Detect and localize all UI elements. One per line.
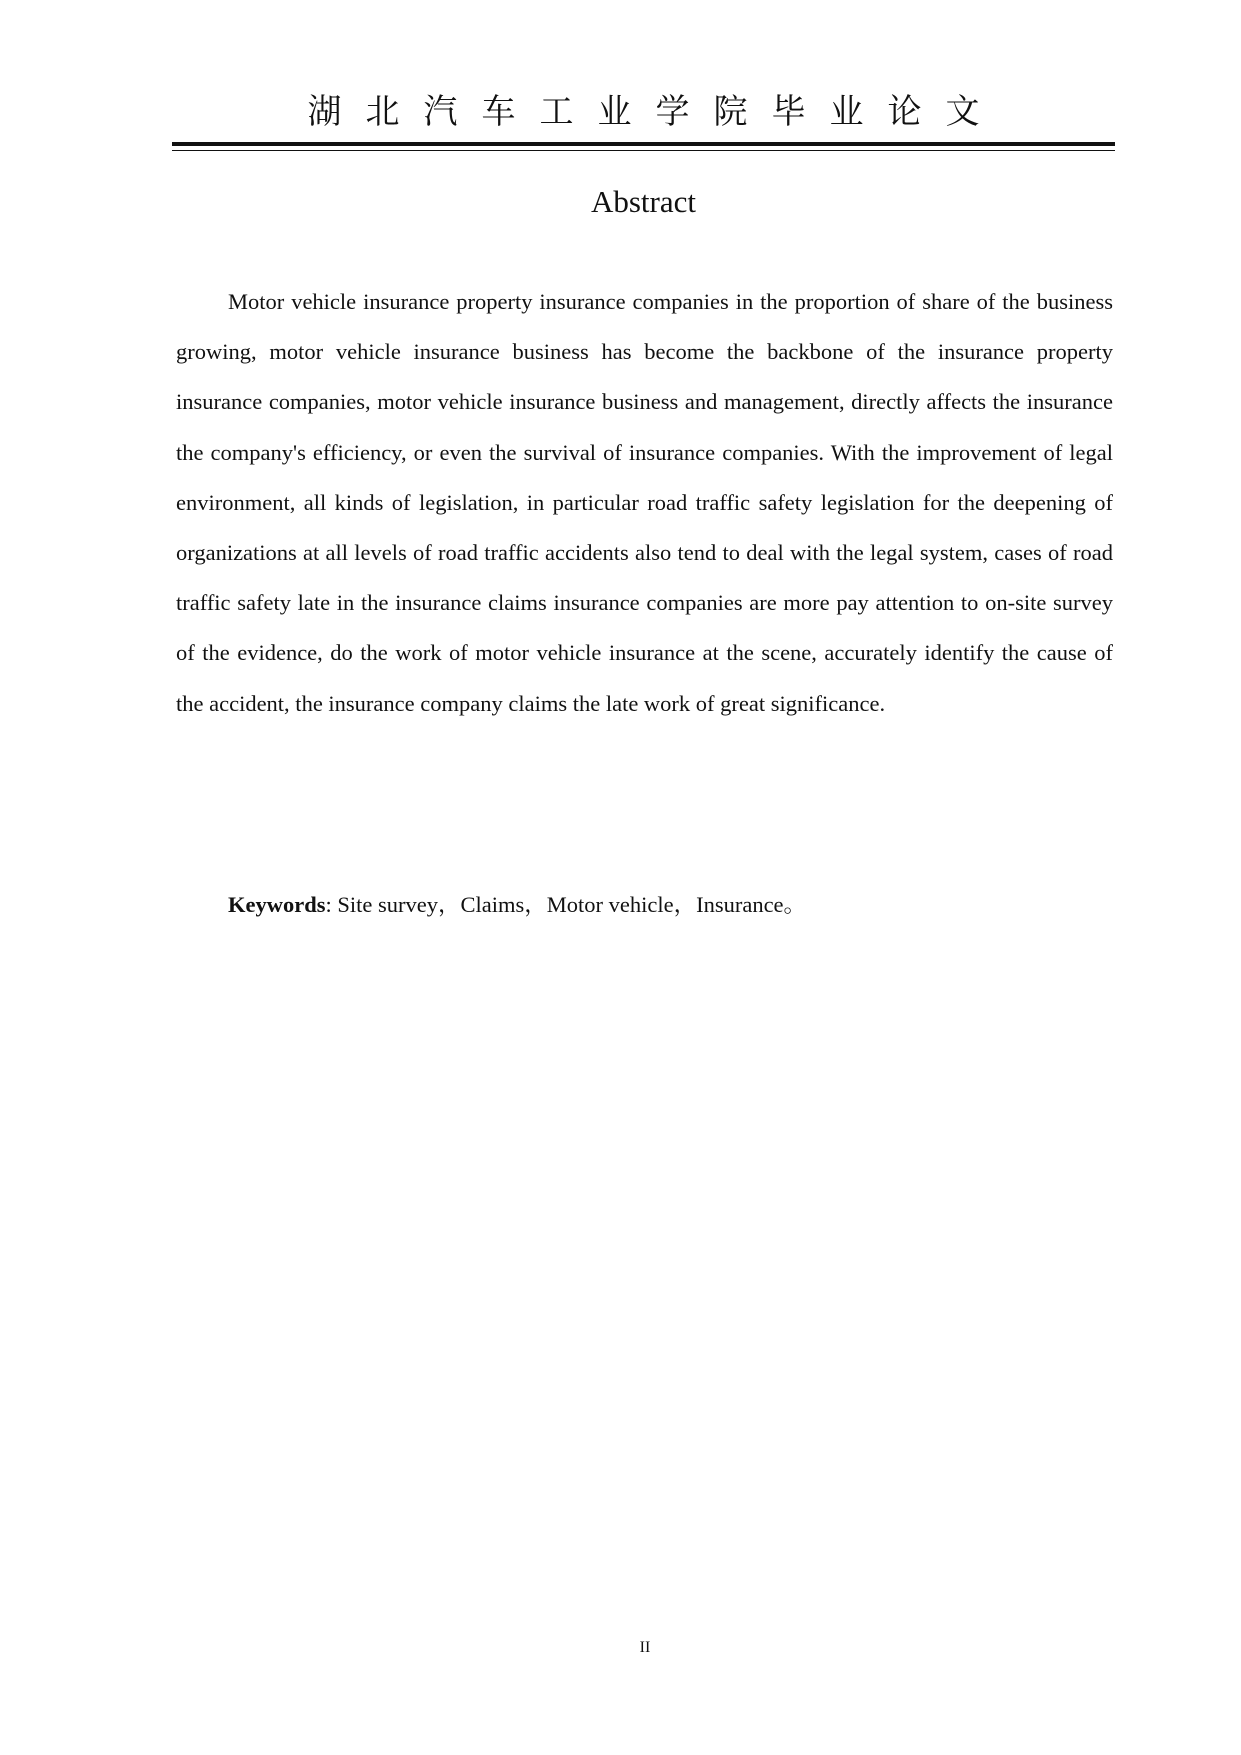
header-rule-thick bbox=[172, 142, 1115, 146]
keywords-line bbox=[176, 880, 1113, 930]
keywords-separator: : bbox=[325, 892, 338, 917]
header-title: 湖北汽车工业学院毕业论文 bbox=[307, 92, 1004, 132]
abstract-paragraph: Motor vehicle insurance property insurance companies in the proportion of share of the business growing, motor vehicle insurance business has become the backbone of the insurance property insurance companies, motor vehicle insurance business and management, directly affects the insurance the company's efficiency, or even the survival of insurance companies. With the improvement of legal environment, all kinds of legislation, in particular road traffic safety legislation for the deepening of organizations at all levels of road traffic accidents also tend to deal with the legal system, cases of road traffic safety late in the insurance claims insurance companies are more pay attention to on-site survey of the evidence, do the work of motor vehicle insurance at the scene, accurately identify the cause of the accident, the insurance company claims the late work of great significance. bbox=[176, 289, 1113, 716]
keywords-text: Site survey，Claims，Motor vehicle，Insurance。 bbox=[337, 892, 807, 917]
page-number: II bbox=[639, 1639, 651, 1656]
keywords-label: Keywords bbox=[228, 892, 326, 917]
abstract-heading: Abstract bbox=[590, 184, 697, 219]
header-rule-thin bbox=[172, 150, 1115, 151]
page-header bbox=[172, 82, 1115, 142]
